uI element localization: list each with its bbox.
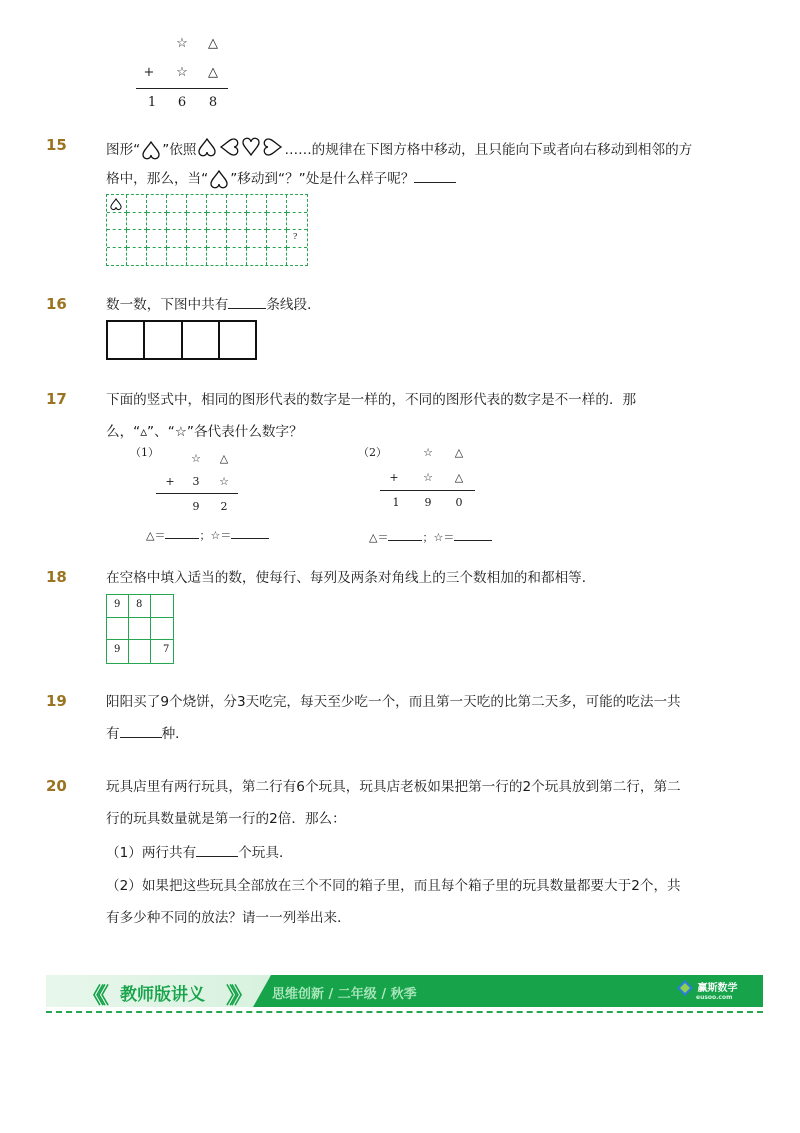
problem-15-number: 15 [46,136,67,154]
problem-20-line-1: 玩具店里有两行玩具，第二行有6个玩具，玩具店老板如果把第一行的2个玩具放到第二行，第二 [106,779,681,795]
p17-sub1-sep: ； [199,529,211,542]
problem-16-number: 16 [46,295,67,313]
p17-sub1-r1-star: ☆ [191,452,201,465]
p17-sub2-result-1: 1 [392,496,400,509]
grid-cell [147,248,167,266]
heart-shape-icon-2 [208,168,230,190]
magic-cell-9: 7 [163,644,170,656]
p15-text-b: ”依照 [162,142,197,158]
problem-19-line-1: 阳阳买了9个烧饼，分3天吃完，每天至少吃一个，而且第一天吃的比第二天多，可能的吃法一共 [106,694,681,710]
segment-box [108,322,145,358]
problem-19-number: 19 [46,692,67,710]
p17-sub2-plus: + [389,471,399,484]
grid-cell [187,213,207,231]
problem-20-q1 [106,843,293,863]
top-triangle-2: △ [208,65,218,80]
chevron-left-icon: 《《 [82,984,104,1007]
grid-cell [287,213,307,231]
p20-q1-answer-blank[interactable] [196,843,238,857]
logo-subtext: eusoo.com [696,994,733,1001]
grid-cell-question [287,230,307,248]
p19-text-a: 有 [106,726,120,742]
logo-mark-icon [676,979,694,997]
logo-text: 赢斯数学 [697,983,738,994]
segment-box [145,322,182,358]
footer-subtitle: 思维创新 / 二年级 / 秋季 [272,987,417,1002]
grid-cell [147,213,167,231]
top-plus: + [143,65,155,80]
p15-text-c: ……的规律在下图方格中移动，且只能向下或者向右移动到相邻的方 [284,142,693,158]
grid-cell [167,213,187,231]
p17-sub1-label: （1） [130,446,159,459]
p16-text-a: 数一数，下图中共有 [106,297,229,313]
grid-cell [147,230,167,248]
problem-15-line-2 [106,168,456,190]
top-result-2: 6 [177,95,187,110]
grid-cell [107,230,127,248]
grid-cell [127,248,147,266]
problem-18-line: 在空格中填入适当的数，使每行、每列及两条对角线上的三个数相加的和都相等． [106,570,596,586]
p17-sub2-r2-star: ☆ [423,471,433,484]
magic-cell-6[interactable] [151,618,173,641]
top-star: ☆ [176,36,188,51]
top-star-2: ☆ [176,65,188,80]
problem-20-line-2: 行的玩具数量就是第一行的2倍．那么： [106,811,346,827]
grid-cell [167,230,187,248]
p19-text-b: 种． [161,726,189,742]
p19-answer-blank[interactable] [120,724,162,738]
problem-20-number: 20 [46,777,67,795]
magic-cell-4[interactable] [107,618,129,641]
chevron-right-icon: 》》 [226,984,248,1007]
grid-cell [127,195,147,213]
grid-cell [267,230,287,248]
p17-sub2-r1-star: ☆ [423,446,433,459]
grid-cell [107,248,127,266]
grid-cell [207,248,227,266]
top-result-3: 8 [208,95,218,110]
magic-cell-3[interactable] [151,595,173,618]
top-sum-rule [136,88,228,89]
grid-cell [147,195,167,213]
magic-cell-5[interactable] [129,618,151,641]
p17-sub2-star-label: ☆＝ [433,531,455,544]
heart-up-icon [196,136,218,158]
segment-box [183,322,220,358]
problem-17-line-2: 么，“▵”、“☆”各代表什么数字？ [106,424,303,440]
p17-sub2-answer [369,529,492,545]
grid-cell [187,230,207,248]
grid-cell [127,230,147,248]
p17-sub1-triangle-blank[interactable] [165,528,199,539]
problem-20-q2-line-1: （2）如果把这些玩具全部放在三个不同的箱子里，而且每个箱子里的玩具数量都要大于2个，共 [106,878,681,894]
problem-20-q2-line-2: 有多少种不同的放法？请一一列举出来． [106,910,351,926]
p17-sub2-triangle-label: △＝ [369,531,389,544]
heart-shape-icon [140,139,162,161]
grid-cell [287,248,307,266]
p16-text-b: 条线段． [266,297,321,313]
grid-cell [227,230,247,248]
p17-sub1-r1-triangle: △ [219,452,229,465]
p15-answer-blank[interactable] [414,169,456,183]
problem-16-line [106,295,321,315]
p17-sub2-result-0: 0 [455,496,463,509]
grid-cell-start [107,195,127,213]
grid-cell [247,230,267,248]
grid-cell [287,195,307,213]
footer-dashed-divider [46,1011,763,1013]
p16-answer-blank[interactable] [228,295,266,309]
grid-cell [227,195,247,213]
magic-cell-2: 8 [129,595,151,618]
movement-grid [106,194,308,266]
grid-cell [187,248,207,266]
grid-cell [207,195,227,213]
segment-box [220,322,255,358]
grid-cell [247,248,267,266]
footer-logo [676,979,737,1001]
top-triangle: △ [208,36,218,51]
magic-cell-8[interactable] [129,640,151,663]
p17-sub1-star-label: ☆＝ [210,529,232,542]
p17-sub1-plus: + [165,475,175,488]
p17-sub1-r2-star: ☆ [219,475,229,488]
heart-start-icon [109,196,123,212]
footer-title: 教师版讲义 [120,985,205,1005]
segment-boxes-figure [106,320,257,360]
grid-cell [267,248,287,266]
grid-cell [207,230,227,248]
p17-sub2-triangle-blank[interactable] [388,530,422,541]
problem-17-number: 17 [46,390,67,408]
grid-cell [127,213,147,231]
p17-sub2-r1-triangle: △ [454,446,464,459]
grid-cell [107,213,127,231]
magic-cell-7: 9 [107,640,129,663]
p20-q1-text-b: 个玩具． [238,845,293,861]
problem-18-number: 18 [46,568,67,586]
grid-cell [267,213,287,231]
p17-sub2-r2-triangle: △ [454,471,464,484]
problem-17-line-1: 下面的竖式中，相同的图形代表的数字是一样的，不同的图形代表的数字是不一样的．那 [106,392,637,408]
p17-sub2-rule [380,490,475,491]
grid-cell [187,195,207,213]
p15-text-a: 图形“ [106,142,141,158]
magic-square [106,594,174,664]
heart-sequence [196,136,284,164]
p17-sub1-r2-three: 3 [192,475,200,488]
p17-sub1-triangle-label: △＝ [146,529,166,542]
top-result-1: 1 [147,95,157,110]
problem-19-line-2 [106,724,189,744]
grid-cell [207,213,227,231]
grid-cell [227,248,247,266]
problem-15-line-1 [106,136,692,164]
p17-sub1-result-2: 2 [220,500,228,513]
grid-cell [267,195,287,213]
heart-down-icon [240,136,262,158]
grid-question-mark: ? [293,232,298,241]
grid-cell [247,195,267,213]
p17-sub1-star-blank[interactable] [231,528,269,539]
heart-left-icon [218,136,240,158]
grid-cell [227,213,247,231]
p15-text-d: 格中，那么，当“ [106,171,209,187]
grid-cell [247,213,267,231]
footer-banner [46,975,763,1007]
p20-q1-text-a: （1）两行共有 [106,845,197,861]
heart-right-icon [262,136,284,158]
p17-sub1-answer [146,527,269,543]
grid-cell [167,195,187,213]
grid-cell [167,248,187,266]
p17-sub2-label: （2） [358,446,387,459]
p15-text-e: ”移动到“？”处是什么样子呢？ [230,171,415,187]
p17-sub1-rule [156,493,238,494]
p17-sub2-sep: ； [422,531,434,544]
magic-cell-1: 9 [107,595,129,618]
p17-sub1-result-9: 9 [192,500,200,513]
p17-sub2-result-9: 9 [424,496,432,509]
p17-sub2-star-blank[interactable] [454,530,492,541]
